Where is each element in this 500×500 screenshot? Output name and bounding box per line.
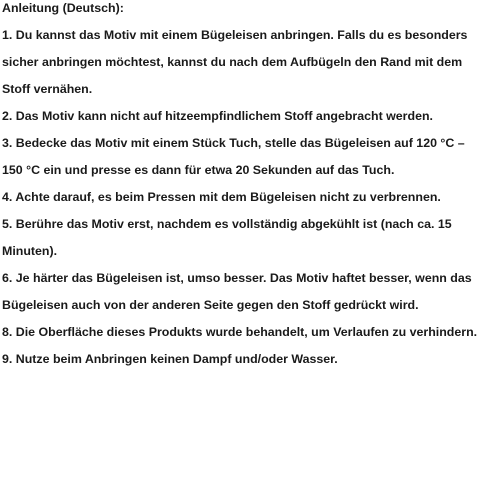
instructions-heading: Anleitung (Deutsch): bbox=[2, 1, 124, 15]
instructions-document bbox=[2, 0, 498, 374]
instruction-5-line-2: Minuten). bbox=[2, 244, 58, 258]
instruction-4: 4. Achte darauf, es beim Pressen mit dem Bügeleisen nicht zu verbrennen. bbox=[2, 190, 441, 204]
instruction-9: 9. Nutze beim Anbringen keinen Dampf und/oder Wasser. bbox=[2, 352, 338, 366]
instruction-1-line-2: sicher anbringen möchtest, kannst du nach dem Aufbügeln den Rand mit dem bbox=[2, 55, 463, 69]
instruction-2: 2. Das Motiv kann nicht auf hitzeempfindlichem Stoff angebracht werden. bbox=[2, 109, 433, 123]
instruction-8: 8. Die Oberfläche dieses Produkts wurde behandelt, um Verlaufen zu verhindern. bbox=[2, 325, 478, 339]
instruction-3-line-1: 3. Bedecke das Motiv mit einem Stück Tuch, stelle das Bügeleisen auf 120 °C – bbox=[2, 136, 465, 150]
instruction-5-line-1: 5. Berühre das Motiv erst, nachdem es vollständig abgekühlt ist (nach ca. 15 bbox=[2, 217, 452, 231]
instruction-1-line-1: 1. Du kannst das Motiv mit einem Bügeleisen anbringen. Falls du es besonders bbox=[2, 28, 468, 42]
instruction-3-line-2: 150 °C ein und presse es dann für etwa 20 Sekunden auf das Tuch. bbox=[2, 163, 395, 177]
instruction-6-line-2: Bügeleisen auch von der anderen Seite gegen den Stoff gedrückt wird. bbox=[2, 298, 419, 312]
instruction-1-line-3: Stoff vernähen. bbox=[2, 82, 93, 96]
instruction-6-line-1: 6. Je härter das Bügeleisen ist, umso besser. Das Motiv haftet besser, wenn das bbox=[2, 271, 472, 285]
